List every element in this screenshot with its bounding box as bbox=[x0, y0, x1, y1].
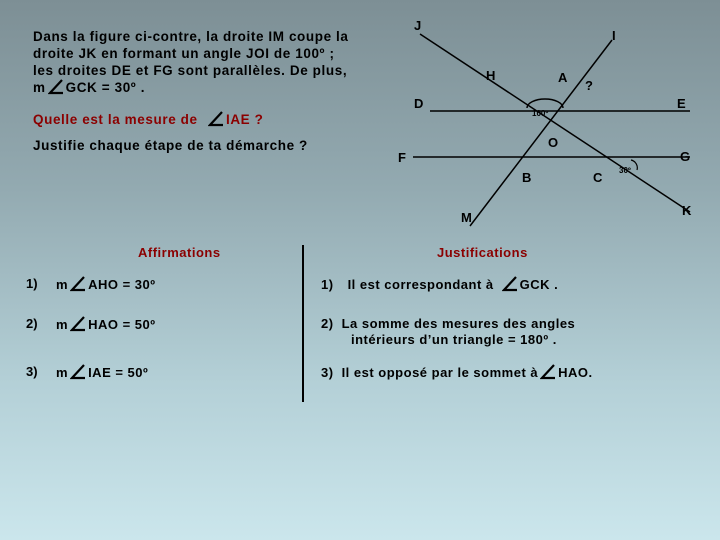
measure-prefix: m bbox=[56, 277, 69, 292]
angle-arc-o bbox=[527, 99, 563, 108]
justification-suffix: HAO. bbox=[558, 365, 593, 380]
row-2-affirmation bbox=[56, 316, 155, 332]
point-label-a: A bbox=[558, 70, 568, 85]
unknown-angle-label: ? bbox=[585, 78, 593, 93]
angle-symbol-icon bbox=[70, 316, 86, 332]
line-jk bbox=[420, 34, 690, 212]
point-label-h: H bbox=[486, 68, 496, 83]
row-1-affirmation bbox=[56, 276, 155, 292]
point-label-g: G bbox=[680, 149, 691, 164]
row-3-justification bbox=[321, 364, 593, 380]
question-suffix: IAE ? bbox=[225, 112, 264, 127]
justification-text: Il est correspondant à bbox=[347, 277, 494, 292]
justification-text: La somme des mesures des angles bbox=[341, 316, 576, 331]
header-justifications: Justifications bbox=[437, 245, 528, 260]
measure-prefix: m bbox=[56, 365, 69, 380]
row-2-justification bbox=[321, 316, 575, 331]
justification-suffix: GCK . bbox=[519, 277, 559, 292]
justification-text: Il est opposé par le sommet à bbox=[341, 365, 539, 380]
point-label-i: I bbox=[612, 28, 616, 43]
point-label-o: O bbox=[548, 135, 559, 150]
statement-line-2: droite JK en formant un angle JOI de 100º ; bbox=[33, 46, 335, 61]
angle-label-c: 30º bbox=[619, 166, 631, 175]
statement-line-3: les droites DE et FG sont parallèles. De plus, bbox=[33, 63, 348, 78]
header-affirmations: Affirmations bbox=[138, 245, 221, 260]
justification-number: 3) bbox=[321, 365, 334, 380]
point-label-e: E bbox=[677, 96, 686, 111]
row-2-number: 2) bbox=[26, 316, 38, 331]
affirmation-text: HAO = 50º bbox=[88, 317, 156, 332]
statement-line-1: Dans la figure ci-contre, la droite IM coupe la bbox=[33, 29, 349, 44]
point-label-m: M bbox=[461, 210, 472, 225]
point-label-b: B bbox=[522, 170, 532, 185]
row-1-justification bbox=[321, 276, 558, 292]
row-3-number: 3) bbox=[26, 364, 38, 379]
measure-prefix: m bbox=[33, 80, 46, 95]
affirmation-text: AHO = 30º bbox=[88, 277, 156, 292]
angle-arc-c bbox=[631, 160, 637, 170]
point-label-d: D bbox=[414, 96, 424, 111]
affirmation-text: IAE = 50º bbox=[88, 365, 149, 380]
angle-label-o: 100º bbox=[532, 109, 549, 118]
row-2-justification-line-2: intérieurs d’un triangle = 180º . bbox=[351, 332, 557, 347]
measure-prefix: m bbox=[56, 317, 69, 332]
justify-prompt: Justifie chaque étape de ta démarche ? bbox=[33, 138, 308, 153]
row-3-affirmation bbox=[56, 364, 148, 380]
justification-number: 1) bbox=[321, 277, 334, 292]
statement-angle-gck: GCK = 30º . bbox=[65, 80, 146, 95]
justification-number: 2) bbox=[321, 316, 334, 331]
angle-symbol-icon bbox=[540, 364, 556, 380]
table-divider bbox=[302, 245, 304, 402]
angle-symbol-icon bbox=[70, 364, 86, 380]
row-1-number: 1) bbox=[26, 276, 38, 291]
point-label-k: K bbox=[682, 203, 692, 218]
angle-symbol-icon bbox=[502, 276, 518, 292]
point-label-f: F bbox=[398, 150, 406, 165]
angle-symbol-icon bbox=[70, 276, 86, 292]
point-label-c: C bbox=[593, 170, 603, 185]
question-prefix: Quelle est la mesure de bbox=[33, 112, 198, 127]
point-label-j: J bbox=[414, 18, 422, 33]
